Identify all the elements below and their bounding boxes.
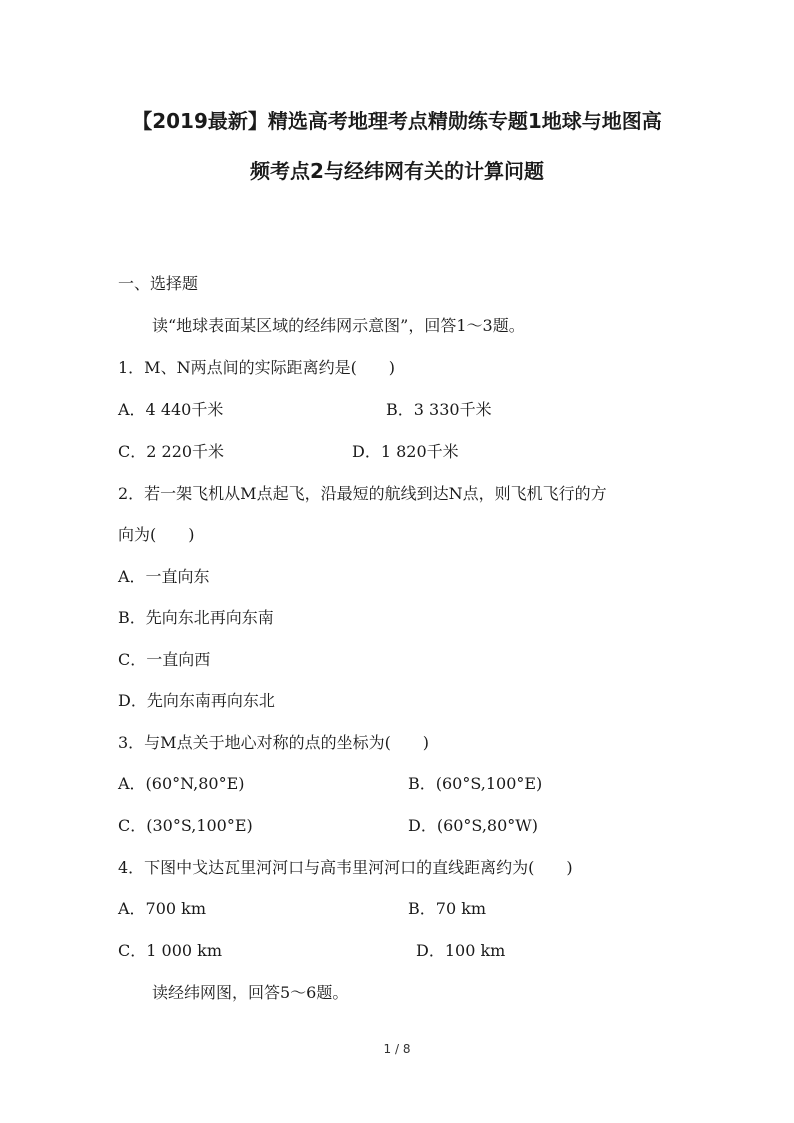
q3-option-c: C．(30°S,100°E) <box>118 816 253 835</box>
q4-option-b: B．70 km <box>408 899 487 918</box>
q4-option-d: D．100 km <box>416 941 506 960</box>
q1-option-d: D．1 820千米 <box>352 442 459 461</box>
q3-stem: 3．与M点关于地心对称的点的坐标为( ) <box>118 733 430 752</box>
q1-option-c: C．2 220千米 <box>118 442 225 461</box>
q2-option-a: A．一直向东 <box>118 567 210 586</box>
intro-text-1: 读“地球表面某区域的经纬网示意图”，回答1～3题。 <box>152 316 525 335</box>
q1-stem: 1．M、N两点间的实际距离约是( ) <box>118 358 396 377</box>
q2-option-b: B．先向东北再向东南 <box>118 608 274 627</box>
q1-option-b: B．3 330千米 <box>386 400 492 419</box>
section-heading: 一、选择题 <box>118 274 199 293</box>
q3-option-a: A．(60°N,80°E) <box>118 774 245 793</box>
document-title <box>100 96 694 196</box>
q2-stem-line-2: 向为( ) <box>118 525 195 544</box>
intro-text-2: 读经纬网图，回答5～6题。 <box>152 983 349 1002</box>
q4-option-c: C．1 000 km <box>118 941 223 960</box>
q3-option-d: D．(60°S,80°W) <box>408 816 538 835</box>
q2-stem-line-1: 2．若一架飞机从M点起飞，沿最短的航线到达N点，则飞机飞行的方 <box>118 484 607 503</box>
page-number: 1 / 8 <box>383 1042 411 1056</box>
q1-option-a: A．4 440千米 <box>118 400 224 419</box>
q2-option-d: D．先向东南再向东北 <box>118 691 275 710</box>
q3-option-b: B．(60°S,100°E) <box>408 774 543 793</box>
q4-option-a: A．700 km <box>118 899 207 918</box>
title-line-1: 【2019最新】精选高考地理考点精勋练专题1地球与地图高 <box>132 109 662 133</box>
title-line-2: 频考点2与经纬网有关的计算问题 <box>250 159 544 183</box>
q2-option-c: C．一直向西 <box>118 650 211 669</box>
q4-stem: 4．下图中戈达瓦里河河口与高韦里河河口的直线距离约为( ) <box>118 858 573 877</box>
